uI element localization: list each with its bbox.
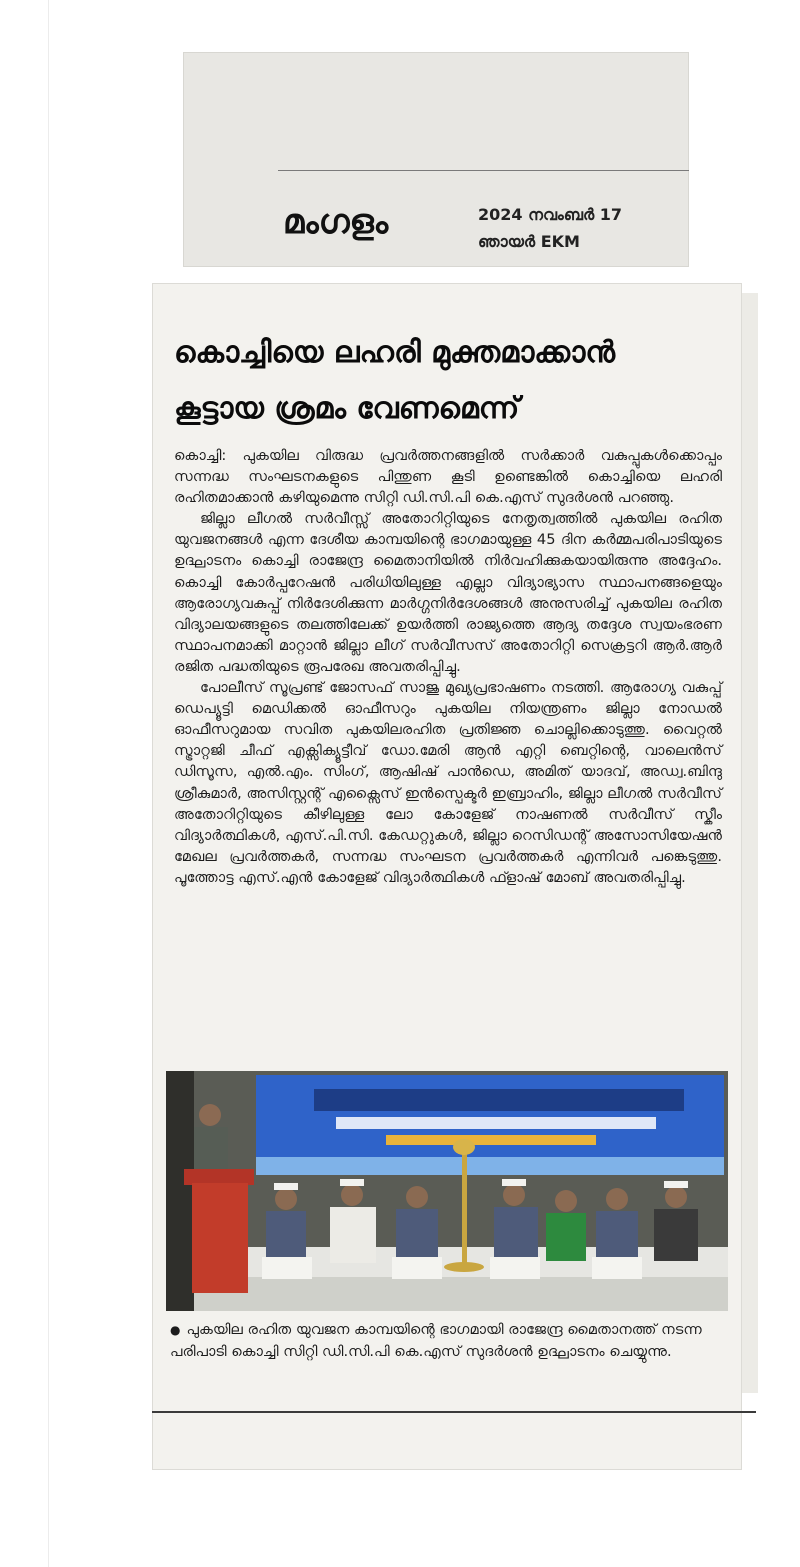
photo-caption-text: പുകയില രഹിത യുവജന കാമ്പയിന്റെ ഭാഗമായി രാജേന്ദ്ര മൈതാനത്ത് നടന്ന പരിപാടി കൊച്ചി സിറ്റി ഡി.സി.പി കെ.എസ് സുദർശൻ ഉദ്ഘാടനം ചെയ്യുന്നു. <box>170 1321 702 1360</box>
article-clipping <box>152 283 742 1470</box>
clipping-edge <box>742 293 758 1393</box>
article-paragraph: ജില്ലാ ലീഗൽ സർവീസ്സ് അതോറിറ്റിയുടെ നേതൃത്വത്തിൽ പുകയില രഹിത യുവജനങ്ങൾ എന്ന ദേശീയ കാമ്പയിന്റെ ഭാഗമായുള്ള 45 ദിന കർമ്മപരിപാടിയുടെ ഉദ്ഘാടനം കൊച്ചി രാജേന്ദ്ര മൈതാനിയിൽ നിർവഹിക്കുകയായിരുന്നു അദ്ദേഹം. കൊച്ചി കോർപ്പറേഷൻ പരിധിയിലുള്ള എല്ലാ വിദ്യാഭ്യാസ സ്ഥാപനങ്ങളെയും ആരോഗ്യവകുപ്പ് നിർദേശിക്കുന്ന മാർഗ്ഗനിർദേശങ്ങൾ അനുസരിച്ച് പുകയില രഹിത വിദ്യാലയങ്ങളുടെ തലത്തിലേക്ക് ഉയർത്തി രാജ്യത്തെ ആദ്യ തദ്ദേശ സ്വയംഭരണ സ്ഥാപനമാക്കി മാറ്റാൻ ജില്ലാ ലീഗ് സർവീസസ് അതോറിറ്റി സെക്രട്ടറി ആർ.ആർ രജിത പദ്ധതിയുടെ രൂപരേഖ അവതരിപ്പിച്ചു. <box>174 510 722 675</box>
caption-bullet-icon: ● <box>170 1323 181 1337</box>
masthead-rule <box>278 170 689 171</box>
article-headline-line2: കൂട്ടായ ശ്രമം വേണമെന്ന് <box>174 391 520 426</box>
article-headline-line1: കൊച്ചിയെ ലഹരി മുക്തമാക്കാൻ <box>174 335 616 370</box>
event-photo <box>166 1071 728 1311</box>
masthead-clipping <box>183 52 689 267</box>
article-paragraph: കൊച്ചി: പുകയില വിരുദ്ധ പ്രവർത്തനങ്ങളിൽ സർക്കാർ വകുപ്പുകൾക്കൊപ്പം സന്നദ്ധ സംഘടനകളുടെ പിന്തുണ കൂടി ഉണ്ടെങ്കിൽ കൊച്ചിയെ ലഹരി രഹിതമാക്കാൻ കഴിയുമെന്നു സിറ്റി ഡി.സി.പി കെ.എസ് സുദർശൻ പറഞ്ഞു. <box>174 447 722 507</box>
article-bottom-rule <box>152 1411 756 1413</box>
scan-edge <box>48 0 49 1567</box>
photo-caption <box>170 1319 726 1363</box>
publication-date: 2024 നവംബർ 17 <box>478 205 622 224</box>
article-paragraph: പോലീസ് സൂപ്രണ്ട് ജോസഫ് സാജു മുഖ്യപ്രഭാഷണം നടത്തി. ആരോഗ്യ വകുപ്പ് ഡെപ്യൂട്ടി മെഡിക്കൽ ഓഫീസറും പുകയില നിയന്ത്രണം ജില്ലാ നോഡൽ ഓഫീസറുമായ സവിത പുകയിലരഹിത പ്രതിജ്ഞ ചൊല്ലിക്കൊടുത്തു. വൈറ്റൽ സ്ട്രാറ്റജി ചീഫ് എക്സിക്യൂട്ടീവ് ഡോ.മേരി ആൻ എറ്റി ബെറ്റിന്റെ, വാലെൻസ് ഡിസൂസ, എൽ.എം. സിംഗ്, ആഷിഷ് പാൻഡെ, അമിത് യാദവ്, അഡ്വ.ബിന്ദു ശ്രീകുമാർ, അസിസ്റ്റന്റ് എക്സൈസ് ഇൻസ്പെക്ടർ ഇബ്രാഹിം, ജില്ലാ ലീഗൽ സർവീസ് അതോറിറ്റിയുടെ കീഴിലുള്ള ലോ കോളേജ് നാഷണൽ സർവീസ് സ്കീം വിദ്യാർത്ഥികൾ, എസ്.പി.സി. കേഡറ്റുകൾ, ജില്ലാ റെസിഡന്റ് അസോസിയേഷൻ മേഖല പ്രവർത്തകർ, സന്നദ്ധ സംഘടന പ്രവർത്തകർ എന്നിവർ പങ്കെടുത്തു. പൂത്തോട്ട എസ്.എൻ കോളേജ് വിദ്യാർത്ഥികൾ ഫ്ളാഷ് മോബ് അവതരിപ്പിച്ചു. <box>174 679 722 886</box>
article-body <box>174 445 722 888</box>
newspaper-name: മംഗളം <box>283 202 389 242</box>
publication-day-edition: ഞായർ EKM <box>478 232 580 251</box>
